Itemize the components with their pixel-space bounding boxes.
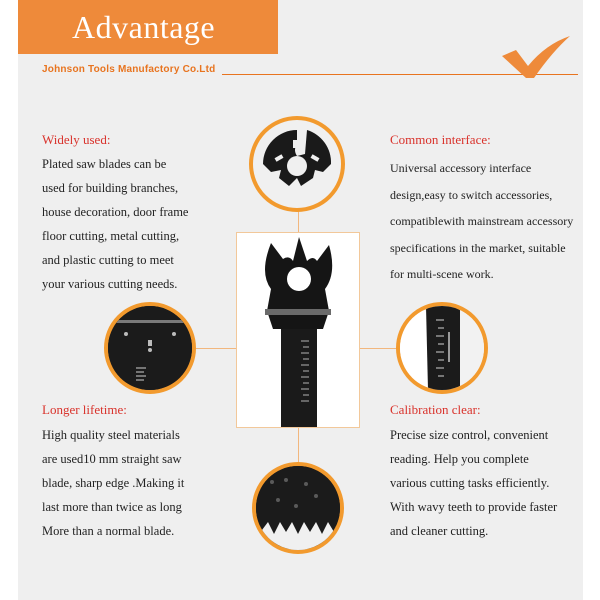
teeth-closeup-icon — [252, 462, 344, 554]
blade-mount-icon — [249, 116, 345, 212]
company-name: Johnson Tools Manufactory Co.Ltd — [42, 64, 216, 75]
connector-right — [360, 348, 400, 349]
banner-title: Advantage — [72, 9, 216, 45]
scale-closeup-icon — [396, 302, 488, 394]
common-interface-title: Common interface: — [390, 132, 491, 147]
rivet-closeup-icon — [104, 302, 196, 394]
calibration-clear-title: Calibration clear: — [390, 402, 481, 417]
widely-used-text: Plated saw blades can be used for building branches, house decoration, door frame floor cutting, metal cutting, and plastic cutting to meet your various cutting needs. — [42, 157, 189, 291]
common-interface-text: Universal accessory interface design,easy to switch accessories, compatiblewith mainstream accessory specifications in the market, suitable for multi-scene work. — [390, 161, 574, 281]
longer-lifetime-text: High quality steel materials are used10 mm straight saw blade, sharp edge .Making it last more than twice as long More than a normal blade. — [42, 428, 185, 538]
connector-bottom — [298, 428, 299, 464]
saw-blade-icon — [237, 233, 359, 427]
blade-image-frame — [236, 232, 360, 428]
connector-left — [190, 348, 236, 349]
calibration-clear-text: Precise size control, convenient reading. Help you complete various cutting tasks efficiently. With wavy teeth to provide faster and cleaner cutting. — [390, 428, 558, 538]
longer-lifetime-title: Longer lifetime: — [42, 402, 127, 417]
advantage-banner — [18, 0, 278, 54]
checkmark-icon — [500, 36, 572, 80]
widely-used-title: Widely used: — [42, 132, 111, 147]
